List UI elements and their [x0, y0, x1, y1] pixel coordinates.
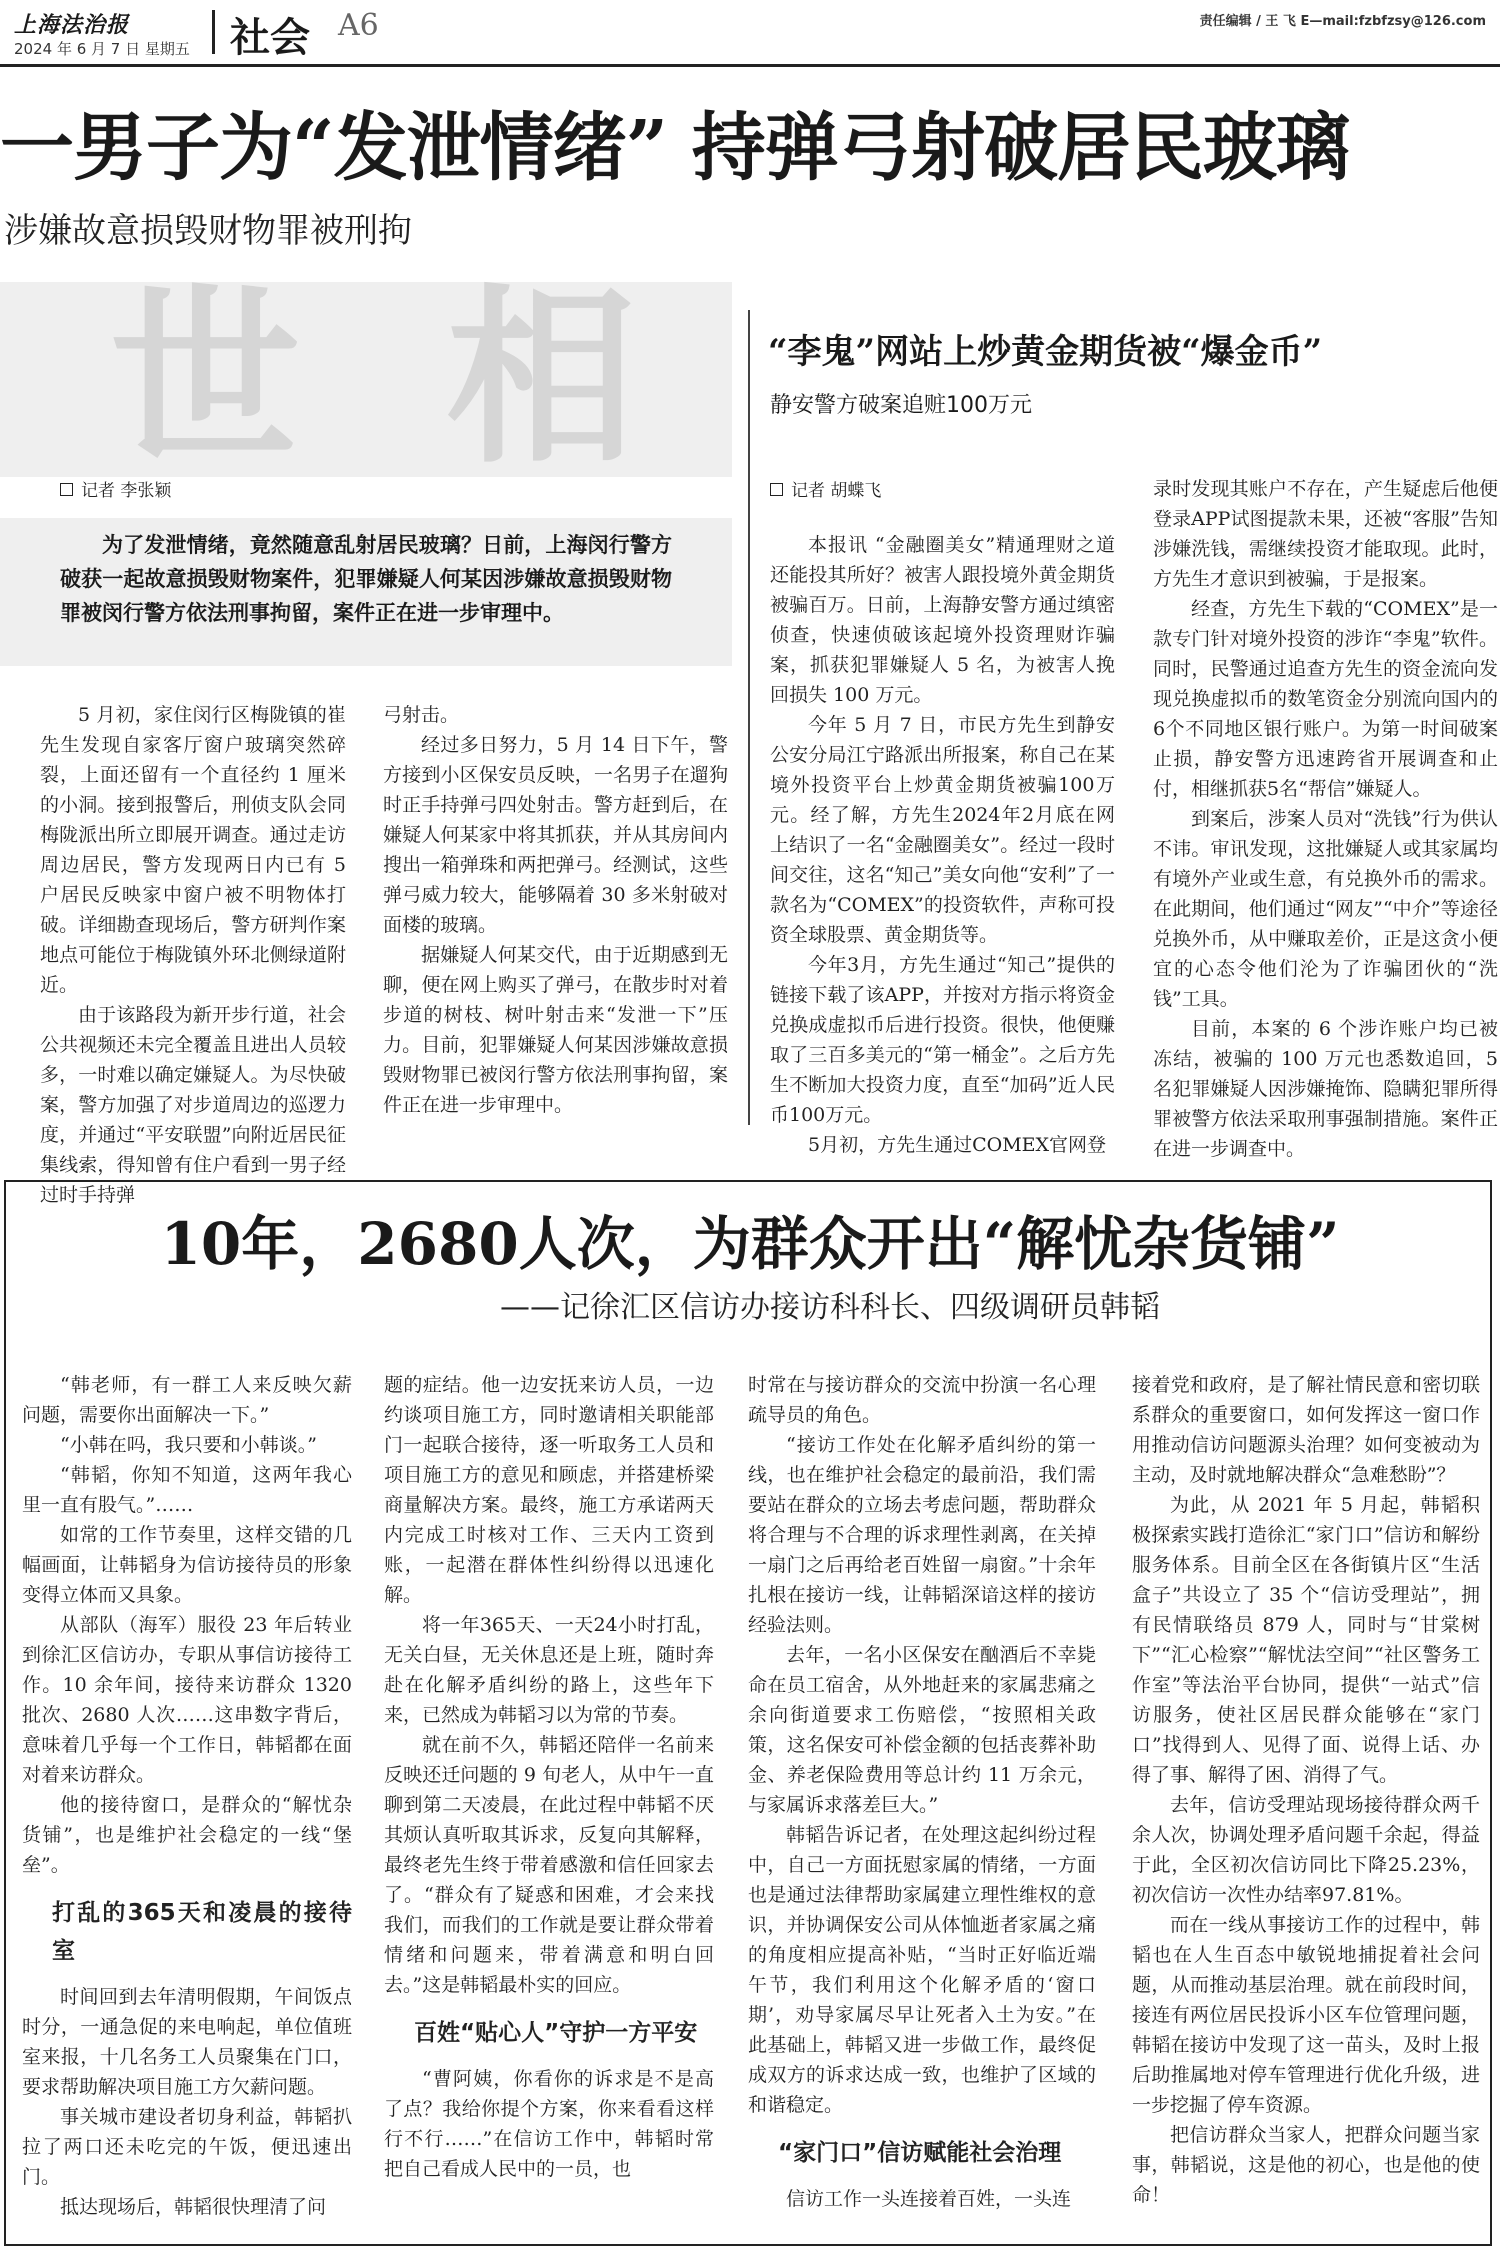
- paragraph: 5月初，方先生通过COMEX官网登: [808, 1134, 1107, 1156]
- subsection-heading: “家门口”信访赋能社会治理: [778, 2140, 1062, 2166]
- story1-lead-text: 为了发泄情绪，竟然随意乱射居民玻璃？日前，上海闵行警方破获一起故意损毁财物案件，犯罪嫌疑人何某因涉嫌故意损毁财物罪被闵行警方依法刑事拘留，案件正在进一步审理中。: [60, 533, 672, 625]
- masthead-divider: [212, 10, 215, 54]
- paragraph: 信访工作一头连接着百姓，一头连: [786, 2188, 1072, 2210]
- paragraph: 今年3月，方先生通过“知己”提供的链接下载了该APP，并按对方指示将资金兑换成虚拟币后进行投资。很快，他便赚取了三百多美元的“第一桶金”。之后方先生不断加大投资力度，直至“加码”近人民币100万元。: [770, 954, 1115, 1126]
- paragraph: 到案后，涉案人员对“洗钱”行为供认不讳。审讯发现，这批嫌疑人或其家属均有境外产业或生意，有兑换外币的需求。在此期间，他们通过“网友”“中介”等途径兑换外币，从中赚取差价，正是这贪小便宜的心态令他们沦为了诈骗团伙的“洗钱”工具。: [1153, 808, 1498, 1010]
- subsection-heading: 百姓“贴心人”守护一方平安: [414, 2020, 698, 2046]
- paper-name: 上海法治报: [14, 12, 130, 38]
- paragraph: 弓射击。: [383, 704, 460, 726]
- story3-column-4: [1132, 1370, 1480, 2210]
- byline-box-icon: [60, 483, 73, 496]
- editor-credit: 责任编辑 / 王 飞 E—mail:fzbfzsy@126.com: [1199, 14, 1486, 29]
- story1-column-2: [383, 700, 728, 1120]
- paragraph: 本报讯 “金融圈美女”精通理财之道还能投其所好？被害人跟投境外黄金期货被骗百万。日前，上海静安警方通过缜密侦查，快速侦破该起境外投资理财诈骗案，抓获犯罪嫌疑人 5 名，为被害人挽回损失 100 万元。: [770, 534, 1115, 706]
- subsection-heading: 打乱的365天和凌晨的接待室: [52, 1900, 352, 1964]
- issue-date: 2024 年 6 月 7 日 星期五: [14, 40, 190, 58]
- story1-headline: 一男子为“发泄情绪” 持弹弓射破居民玻璃: [0, 105, 1349, 191]
- story2-column-1: [770, 530, 1115, 1160]
- story2-headline: “李鬼”网站上炒黄金期货被“爆金币”: [768, 332, 1323, 372]
- story3-column-1: [22, 1370, 352, 2222]
- paragraph: “小韩在吗，我只要和小韩谈。”: [60, 1434, 317, 1456]
- paragraph: 时间回到去年清明假期，午间饭点时分，一通急促的来电响起，单位值班室来报，十几名务工人员聚集在门口，要求帮助解决项目施工方欠薪问题。: [22, 1986, 352, 2098]
- paragraph: 如常的工作节奏里，这样交错的几幅画面，让韩韬身为信访接待员的形象变得立体而又具象。: [22, 1524, 352, 1606]
- story-separator: [748, 310, 750, 1125]
- story1-byline-text: 记者 李张颖: [81, 481, 172, 501]
- paragraph: 由于该路段为新开步行道，社会公共视频还未完全覆盖且进出人员较多，一时难以确定嫌疑人。为尽快破案，警方加强了对步道周边的巡逻力度，并通过“平安联盟”向附近居民征集线索，得知曾有住户看到一男子经过时手持弹: [40, 1004, 346, 1206]
- paragraph: “曹阿姨，你看你的诉求是不是高了点？我给你提个方案，你来看看这样行不行……”在信访工作中，韩韬时常把自己看成人民中的一员，也: [384, 2068, 714, 2180]
- masthead: [0, 0, 1500, 62]
- paragraph: 据嫌疑人何某交代，由于近期感到无聊，便在网上购买了弹弓，在散步时对着步道的树枝、树叶射击来“发泄一下”压力。目前，犯罪嫌疑人何某因涉嫌故意损毁财物罪已被闵行警方依法刑事拘留，案件正在进一步审理中。: [383, 944, 728, 1116]
- story1-subhead: 涉嫌故意损毁财物罪被刑拘: [4, 211, 412, 251]
- story2-column-2: [1153, 474, 1498, 1164]
- paragraph: 将一年365天、一天24小时打乱，无关白昼，无关休息还是上班，随时奔赴在化解矛盾纠纷的路上，这些年下来，已然成为韩韬习以为常的节奏。: [384, 1614, 714, 1726]
- paragraph: 题的症结。他一边安抚来访人员，一边约谈项目施工方，同时邀请相关职能部门一起联合接待，逐一听取务工人员和项目施工方的意见和顾虑，并搭建桥梁商量解决方案。最终，施工方承诺两天内完成工时核对工作、三天内工资到账，一起潜在群体性纠纷得以迅速化解。: [384, 1374, 714, 1606]
- story2-byline: [770, 476, 881, 501]
- paragraph: 韩韬告诉记者，在处理这起纠纷过程中，自己一方面抚慰家属的情绪，一方面也是通过法律帮助家属建立理性维权的意识，并协调保安公司从体恤逝者家属之痛的角度相应提高补贴，“当时正好临近端午节，我们利用这个化解矛盾的‘窗口期’，劝导家属尽早让死者入土为安。”在此基础上，韩韬又进一步做工作，最终促成双方的诉求达成一致，也维护了区域的和谐稳定。: [748, 1824, 1096, 2116]
- story2-byline-text: 记者 胡蝶飞: [791, 481, 882, 501]
- story3-subhead: ——记徐汇区信访办接访科科长、四级调研员韩韬: [500, 1290, 1160, 1325]
- story1-column-1: [40, 700, 346, 1210]
- paragraph: “韩老师，有一群工人来反映欠薪问题，需要你出面解决一下。”: [22, 1374, 352, 1426]
- paragraph: 为此，从 2021 年 5 月起，韩韬积极探索实践打造徐汇“家门口”信访和解纷服务体系。目前全区在各街镇片区“生活盒子”共设立了 35 个“信访受理站”，拥有民情联络员 879 人，同时与“甘棠树下”“汇心检察”“解忧法空间”“社区警务工作室”等法治平台协同，提供“一站式”信访服务，使社区居民群众能够在“家门口”找得到人、见得了面、说得上话、办得了事、解得了困、消得了气。: [1132, 1494, 1480, 1786]
- paragraph: 5 月初，家住闵行区梅陇镇的崔先生发现自家客厅窗户玻璃突然碎裂，上面还留有一个直径约 1 厘米的小洞。接到报警后，刑侦支队会同梅陇派出所立即展开调查。通过走访周边居民，警方发现两日内已有 5 户居民反映家中窗户被不明物体打破。详细勘查现场后，警方研判作案地点可能位于梅陇镇外环北侧绿道附近。: [40, 704, 346, 996]
- masthead-rule: [0, 64, 1500, 67]
- byline-box-icon: [770, 483, 783, 496]
- story2-subhead: 静安警方破案追赃100万元: [770, 393, 1032, 418]
- paragraph: 录时发现其账户不存在，产生疑虑后他便登录APP试图提款未果，还被“客服”告知涉嫌洗钱，需继续投资才能取现。此时，方先生才意识到被骗，于是报案。: [1153, 478, 1498, 590]
- paragraph: 而在一线从事接访工作的过程中，韩韬也在人生百态中敏锐地捕捉着社会问题，从而推动基层治理。就在前段时间，接连有两位居民投诉小区车位管理问题，韩韬在接访中发现了这一苗头，及时上报后助推属地对停车管理进行优化升级，进一步挖掘了停车资源。: [1132, 1914, 1480, 2116]
- story3-column-3: [748, 1370, 1096, 2214]
- paragraph: 把信访群众当家人，把群众问题当家事，韩韬说，这是他的初心，也是他的使命！: [1132, 2124, 1480, 2206]
- paragraph: 目前，本案的 6 个涉诈账户均已被冻结，被骗的 100 万元也悉数追回，5名犯罪嫌疑人因涉嫌掩饰、隐瞒犯罪所得罪被警方依法采取刑事强制措施。案件正在进一步调查中。: [1153, 1018, 1498, 1160]
- paragraph: 经查，方先生下载的“COMEX”是一款专门针对境外投资的涉诈“李鬼”软件。同时，民警通过追查方先生的资金流向发现兑换虚拟币的数笔资金分别流向国内的6个不同地区银行账户。为第一时间破案止损，静安警方迅速跨省开展调查和止付，相继抓获5名“帮信”嫌疑人。: [1153, 598, 1498, 800]
- section-name: 社会: [230, 14, 310, 61]
- story3-headline: 10年，2680人次，为群众开出“解忧杂货铺”: [160, 1210, 1340, 1278]
- paragraph: 他的接待窗口，是群众的“解忧杂货铺”，也是维护社会稳定的一线“堡垒”。: [22, 1794, 352, 1876]
- story1-watermark: 世 相: [110, 266, 677, 489]
- paragraph: 抵达现场后，韩韬很快理清了问: [60, 2196, 327, 2218]
- paragraph: 就在前不久，韩韬还陪伴一名前来反映还迁问题的 9 旬老人，从中午一直聊到第二天凌晨，在此过程中韩韬不厌其烦认真听取其诉求，反复向其解释，最终老先生终于带着感激和信任回家去了。“群众有了疑惑和困难，才会来找我们，而我们的工作就是要让群众带着情绪和问题来，带着满意和明白回去。”这是韩韬最朴实的回应。: [384, 1734, 714, 1996]
- paragraph: 经过多日努力，5 月 14 日下午，警方接到小区保安员反映，一名男子在遛狗时正手持弹弓四处射击。警方赶到后，在嫌疑人何某家中将其抓获，并从其房间内搜出一箱弹珠和两把弹弓。经测试，这些弹弓威力较大，能够隔着 30 多米射破对面楼的玻璃。: [383, 734, 728, 936]
- paragraph: 事关城市建设者切身利益，韩韬扒拉了两口还未吃完的午饭，便迅速出门。: [22, 2106, 352, 2188]
- paragraph: 去年，信访受理站现场接待群众两千余人次，协调处理矛盾问题千余起，得益于此，全区初次信访同比下降25.23%，初次信访一次性办结率97.81%。: [1132, 1794, 1480, 1906]
- paragraph: 时常在与接访群众的交流中扮演一名心理疏导员的角色。: [748, 1374, 1096, 1426]
- paragraph: 今年 5 月 7 日，市民方先生到静安公安分局江宁路派出所报案，称自己在某境外投资平台上炒黄金期货被骗100万元。经了解，方先生2024年2月底在网上结识了一名“金融圈美女”。经过一段时间交往，这名“知己”美女向他“安利”了一款名为“COMEX”的投资软件，声称可投资全球股票、黄金期货等。: [770, 714, 1115, 946]
- paragraph: 去年，一名小区保安在酗酒后不幸毙命在员工宿舍，从外地赶来的家属悲痛之余向街道要求工伤赔偿，“按照相关政策，这名保安可补偿金额的包括丧葬补助金、养老保险费用等总计约 11 万余元，与家属诉求落差巨大。”: [748, 1644, 1096, 1816]
- paragraph: “接访工作处在化解矛盾纠纷的第一线，也在维护社会稳定的最前沿，我们需要站在群众的立场去考虑问题，帮助群众将合理与不合理的诉求理性剥离，在关掉一扇门之后再给老百姓留一扇窗。”十余年扎根在接访一线，让韩韬深谙这样的接访经验法则。: [748, 1434, 1096, 1636]
- story1-byline: [60, 476, 171, 501]
- paragraph: 接着党和政府，是了解社情民意和密切联系群众的重要窗口，如何发挥这一窗口作用推动信访问题源头治理？如何变被动为主动，及时就地解决群众“急难愁盼”？: [1132, 1374, 1480, 1486]
- page-number: A6: [338, 8, 379, 43]
- story3-column-2: [384, 1370, 714, 2184]
- paragraph: “韩韬，你知不知道，这两年我心里一直有股气。”……: [22, 1464, 352, 1516]
- paragraph: 从部队（海军）服役 23 年后转业到徐汇区信访办，专职从事信访接待工作。10 余年间，接待来访群众 1320 批次、2680 人次……这串数字背后，意味着几乎每一个工作日，韩韬都在面对着来访群众。: [22, 1614, 352, 1786]
